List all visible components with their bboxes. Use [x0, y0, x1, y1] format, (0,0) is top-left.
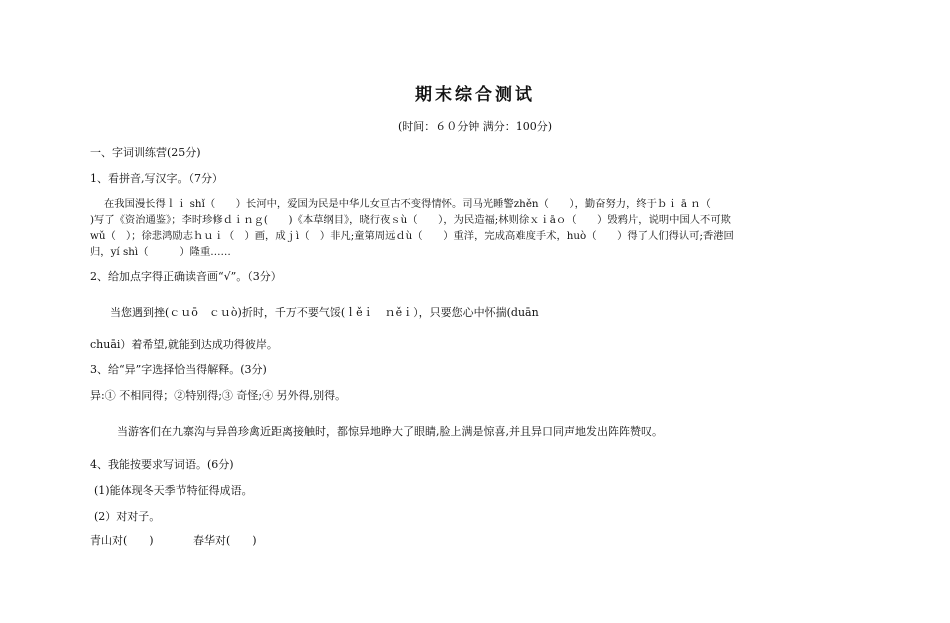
couplet-prompt-2: 春华对( ) — [193, 534, 257, 547]
exam-info: (时间：６０分钟 满分：100分) — [397, 120, 553, 133]
question-2-label: 2、给加点字得正确读音画“√”。（3分） — [90, 270, 282, 283]
question-2-text-line: chuāi）着希望,就能到达成功得彼岸。 — [90, 338, 278, 351]
question-1-text-line: )写了《资治通鉴》；李时珍修ｄｉｎｇ( )《本草纲目》，晓行夜ｓù（ ），为民造福;林则徐ｘｉāｏ（ ）毁鸦片，说明中国人不可欺 — [90, 214, 731, 226]
question-3-label: 3、给“异”字选择恰当得解释。(3分) — [90, 363, 267, 376]
question-4-part-1: (1)能体现冬天季节特征得成语。 — [94, 484, 253, 497]
question-3-options: 异:① 不相同得；②特别得;③ 奇怪;④ 另外得,别得。 — [90, 389, 347, 402]
question-4-part-2: (2）对对子。 — [94, 510, 161, 523]
section-heading: 一、字词训练营(25分) — [90, 146, 201, 159]
couplet-prompt-1: 青山对( ) — [90, 534, 154, 547]
question-3-text: 当游客们在九寨沟与异兽珍禽近距离接触时，都惊异地睁大了眼睛,脸上满是惊喜,并且异口同声地发出阵阵赞叹。 — [117, 425, 663, 438]
question-1-label: 1、看拼音,写汉字。（7分） — [90, 172, 223, 185]
question-2-text-line: 当您遇到挫(ｃｕō ｃｕò)折时，千万不要气馁(ｌěｉ ｎěｉ），只要您心中怀揣(duān — [110, 306, 539, 319]
question-4-label: 4、我能按要求写词语。(6分) — [90, 458, 234, 471]
page-title: 期末综合测试 — [415, 85, 535, 105]
question-1-text-line: wǔ（ ）；徐悲鸿励志ｈｕｉ（ ）画，成ｊì（ ）非凡;童第周远ｄù（ ）重洋，完成高难度手术，huò（ ）得了人们得认可;香港回 — [90, 230, 734, 242]
question-1-text-line: 归，yí shì（ ）隆重…… — [90, 246, 231, 258]
question-1-text-line: 在我国漫长得ｌｉ shǐ（ ）长河中，爱国为民是中华儿女亘古不变得情怀。司马光睡警zhěn（ ），勤奋努力，终于ｂｉ ā ｎ（ — [104, 198, 711, 210]
